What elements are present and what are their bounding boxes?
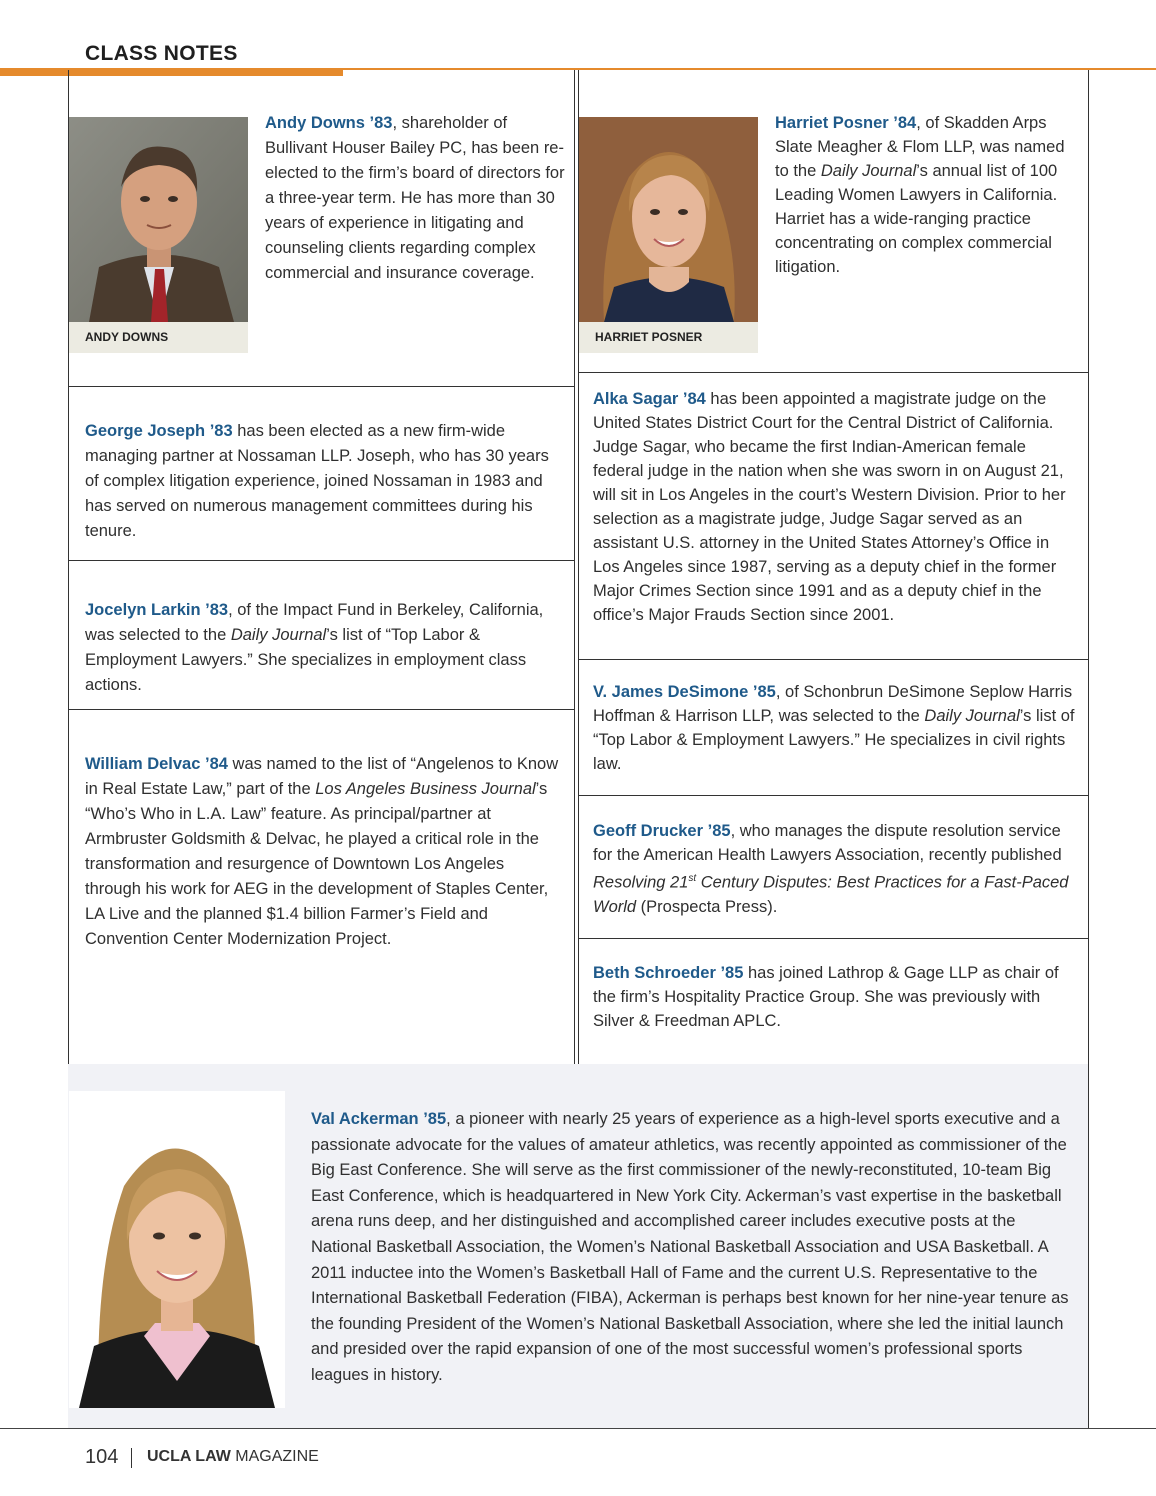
publication-title: Daily Journal bbox=[820, 162, 917, 180]
james-desimone-note bbox=[593, 680, 1078, 776]
book-title: Resolving 21 bbox=[593, 873, 689, 892]
divider bbox=[578, 372, 1088, 373]
portrait-man-image bbox=[69, 117, 248, 322]
book-title: Century Disputes: Best Practices for a Fast-Paced World bbox=[593, 873, 1069, 916]
portrait-woman-image bbox=[579, 117, 758, 322]
portrait-woman-image bbox=[69, 1091, 285, 1408]
alumni-name: V. James DeSimone ’85 bbox=[593, 683, 776, 701]
harriet-posner-photo bbox=[579, 117, 758, 322]
jocelyn-larkin-note bbox=[85, 598, 560, 698]
page-number: 104 bbox=[85, 1446, 119, 1468]
note-text: ’s “Who’s Who in L.A. Law” feature. As principal/partner at Armbruster Goldsmith & Delvac, he played a critical role in the transformation and resurgence of Downtown Los Angeles through his work for AEG in the development of Staples Center, LA Live and the planned $1.4 billion Farmer’s Field and Convention Center Modernization Project. bbox=[85, 780, 549, 948]
beth-schroeder-note bbox=[593, 961, 1078, 1033]
alumni-name: George Joseph ’83 bbox=[85, 422, 233, 440]
divider bbox=[578, 795, 1088, 796]
note-text: ’s list of “Top Labor & Employment Lawyers.” She specializes in employment class actions. bbox=[85, 626, 527, 694]
note-text: , of Skadden Arps Slate Meagher & Flom LLP, was named to the bbox=[775, 114, 1065, 180]
note-text: , a pioneer with nearly 25 years of experience as a high-level sports executive and a passionate advocate for the values of amateur athletics, was recently appointed as commissioner of the Big East Conference. She will serve as the first commissioner of the newly-reconstituted, 10-team Big East Conference, which is headquartered in New York City. Ackerman’s vast expertise in the basketball arena runs deep, and her distinguished and accomplished career includes executive posts at the National Basketball Association, the Women’s National Basketball Association and USA Basketball. A 2011 inductee into the Women’s Basketball Hall of Fame and the current U.S. Representative to the International Basketball Federation (FIBA), Ackerman is perhaps best known for her nine-year tenure as the founding President of the Women’s National Basketball Association, where she led the initial launch and presided over the rapid expansion of one of the most successful women’s professional sports leagues in history. bbox=[311, 1110, 1069, 1384]
section-title: CLASS NOTES bbox=[85, 42, 238, 65]
note-text: was named to the list of “Angelenos to Know in Real Estate Law,” part of the bbox=[85, 755, 559, 798]
header-accent-bar bbox=[0, 68, 343, 76]
george-joseph-note bbox=[85, 419, 560, 544]
note-text: has joined Lathrop & Gage LLP as chair of the firm’s Hospitality Practice Group. She was previously with Silver & Freedman APLC. bbox=[593, 964, 1059, 1030]
note-text: , of the Impact Fund in Berkeley, California, was selected to the bbox=[85, 601, 544, 644]
alumni-name: Alka Sagar ’84 bbox=[593, 390, 706, 408]
harriet-posner-note bbox=[775, 111, 1075, 279]
harriet-posner-caption: HARRIET POSNER bbox=[579, 322, 758, 353]
publication-title: Los Angeles Business Journal bbox=[315, 780, 536, 798]
alka-sagar-note bbox=[593, 387, 1078, 627]
column-divider-a bbox=[574, 70, 575, 1064]
divider bbox=[578, 938, 1088, 939]
magazine-name-rest: MAGAZINE bbox=[230, 1448, 319, 1465]
note-text: , who manages the dispute resolution service for the American Health Lawyers Association, recently published bbox=[593, 822, 1062, 864]
footer-separator bbox=[131, 1448, 132, 1468]
william-delvac-note bbox=[85, 752, 560, 952]
publication-title: Daily Journal bbox=[230, 626, 327, 644]
andy-downs-photo bbox=[69, 117, 248, 322]
val-ackerman-photo bbox=[69, 1091, 285, 1408]
divider bbox=[578, 659, 1088, 660]
alumni-name: Beth Schroeder ’85 bbox=[593, 964, 744, 982]
note-text: (Prospecta Press). bbox=[636, 897, 778, 916]
divider bbox=[68, 560, 574, 561]
alumni-name: William Delvac ’84 bbox=[85, 755, 228, 773]
note-text: ’s annual list of 100 Leading Women Lawyers in California. Harriet has a wide-ranging practice concentrating on complex commercial litigation. bbox=[775, 162, 1058, 276]
note-text: , of Schonbrun DeSimone Seplow Harris Hoffman & Harrison LLP, was selected to the bbox=[593, 683, 1073, 725]
magazine-name bbox=[147, 1448, 319, 1466]
geoff-drucker-note bbox=[593, 819, 1078, 919]
divider bbox=[68, 709, 574, 710]
alumni-name: Geoff Drucker ’85 bbox=[593, 822, 731, 840]
note-text: has been appointed a magistrate judge on the United States District Court for the Central District of California. Judge Sagar, who became the first Indian-American female federal judge in the nation when she was sworn in on August 21, will sit in Los Angeles in the court’s Western Division. Prior to her selection as a magistrate judge, Judge Sagar served as an assistant U.S. attorney in the United States Attorney’s Office in Los Angeles since 1987, serving as a deputy chief in the former Major Crimes Section since 1991 and as a deputy chief in the office’s Major Frauds Section since 2001. bbox=[593, 390, 1066, 624]
val-ackerman-note bbox=[311, 1107, 1069, 1389]
andy-downs-note bbox=[265, 111, 565, 286]
alumni-name: Val Ackerman ’85 bbox=[311, 1110, 447, 1128]
note-text: , shareholder of Bullivant Houser Bailey PC, has been re-elected to the firm’s board of directors for a three-year term. He has more than 30 years of experience in litigating and counseling clients regarding complex commercial and insurance coverage. bbox=[265, 114, 565, 282]
book-title-superscript: st bbox=[688, 873, 697, 884]
publication-title: Daily Journal bbox=[924, 707, 1020, 725]
alumni-name: Andy Downs ’83 bbox=[265, 114, 393, 132]
alumni-name: Harriet Posner ’84 bbox=[775, 114, 917, 132]
alumni-name: Jocelyn Larkin ’83 bbox=[85, 601, 229, 619]
right-border bbox=[1088, 70, 1089, 1428]
footer-rule bbox=[0, 1428, 1156, 1429]
magazine-name-bold: UCLA LAW bbox=[147, 1448, 231, 1465]
note-text: ’s list of “Top Labor & Employment Lawyers.” He specializes in civil rights law. bbox=[593, 707, 1075, 773]
andy-downs-caption: ANDY DOWNS bbox=[69, 322, 248, 353]
divider bbox=[68, 386, 574, 387]
note-text: has been elected as a new firm-wide managing partner at Nossaman LLP. Joseph, who has 30 years of complex litigation experience, joined Nossaman in 1983 and has served on numerous management committees during his tenure. bbox=[85, 422, 549, 540]
